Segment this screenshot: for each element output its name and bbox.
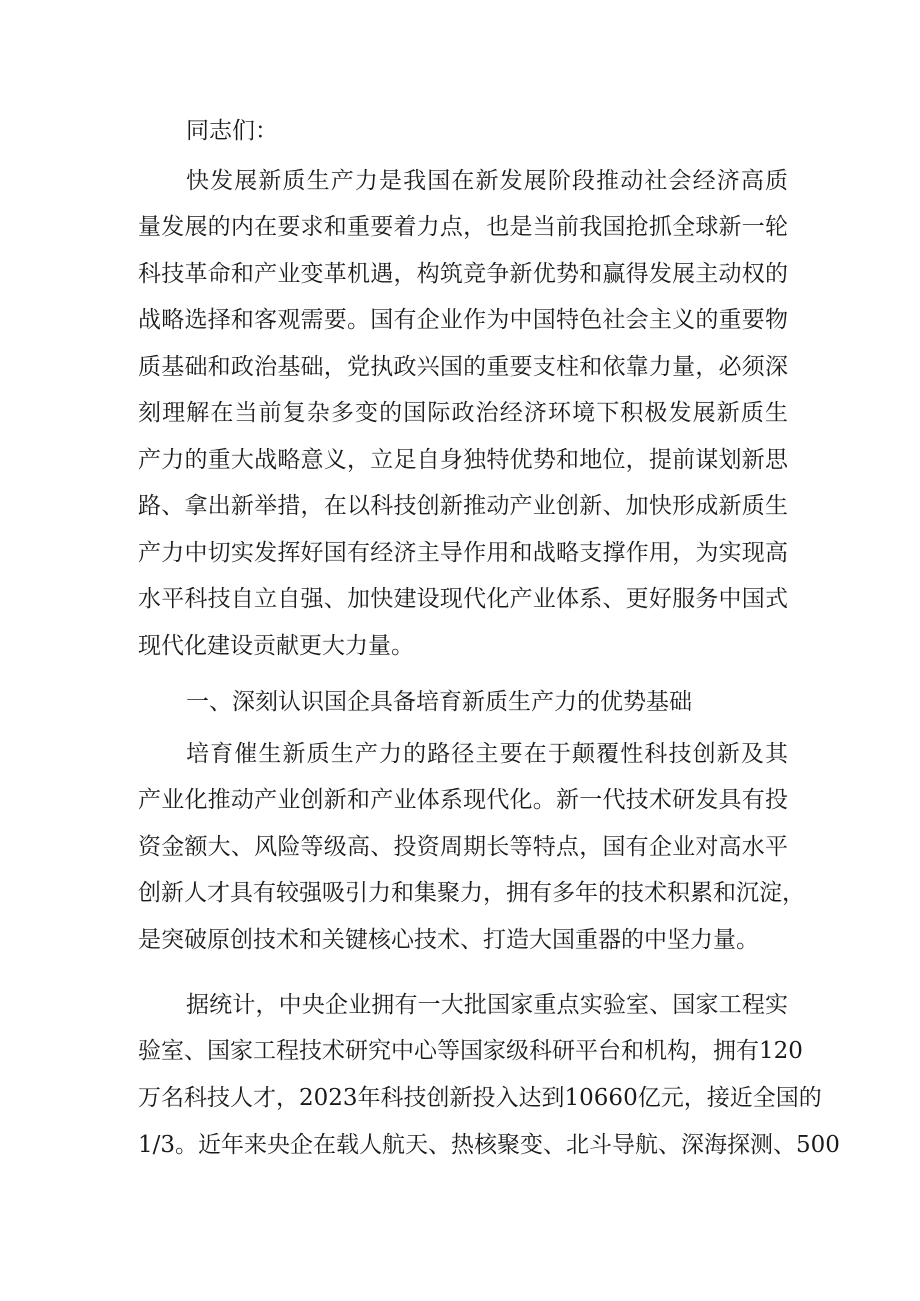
text-line: 验室、国家工程技术研究中心等国家级科研平台和机构，拥有120 (138, 1038, 803, 1064)
text-line: 现代化建设贡献更大力量。 (138, 633, 414, 659)
text-line: 产力中切实发挥好国有经济主导作用和战略支撑作用，为实现高 (138, 540, 788, 566)
text-line: 路、拿出新举措，在以科技创新推动产业创新、加快形成新质生 (138, 493, 788, 519)
text-line: 快发展新质生产力是我国在新发展阶段推动社会经济高质 (186, 168, 788, 194)
text-line: 质基础和政治基础，党执政兴国的重要支柱和依靠力量，必须深 (138, 354, 788, 380)
text-line: 产业化推动产业创新和产业体系现代化。新一代技术研发具有投 (138, 787, 788, 813)
text-line: 据统计，中央企业拥有一大批国家重点实验室、国家工程实 (186, 992, 788, 1018)
text-line: 是突破原创技术和关键核心技术、打造大国重器的中坚力量。 (138, 927, 759, 953)
text-line: 资金额大、风险等级高、投资周期长等特点，国有企业对高水平 (138, 834, 788, 860)
text-line: 创新人才具有较强吸引力和集聚力，拥有多年的技术积累和沉淀， (138, 880, 805, 906)
text-line: 科技革命和产业变革机遇，构筑竞争新优势和赢得发展主动权的 (138, 261, 788, 287)
greeting: 同志们： (186, 118, 278, 144)
text-line: 刻理解在当前复杂多变的国际政治经济环境下积极发展新质生 (138, 400, 788, 426)
text-line: 战略选择和客观需要。国有企业作为中国特色社会主义的重要物 (138, 307, 788, 333)
text-line: 1/3。近年来央企在载人航天、热核聚变、北斗导航、深海探测、500 (138, 1132, 840, 1158)
text-line: 水平科技自立自强、加快建设现代化产业体系、更好服务中国式 (138, 586, 788, 612)
text-line: 培育催生新质生产力的路径主要在于颠覆性科技创新及其 (186, 741, 788, 767)
text-line: 万名科技人才，2023年科技创新投入达到10660亿元，接近全国的 (138, 1085, 822, 1111)
section-heading: 一、深刻认识国企具备培育新质生产力的优势基础 (186, 689, 692, 715)
text-line: 产力的重大战略意义，立足自身独特优势和地位，提前谋划新思 (138, 447, 788, 473)
text-line: 量发展的内在要求和重要着力点，也是当前我国抢抓全球新一轮 (138, 214, 788, 240)
